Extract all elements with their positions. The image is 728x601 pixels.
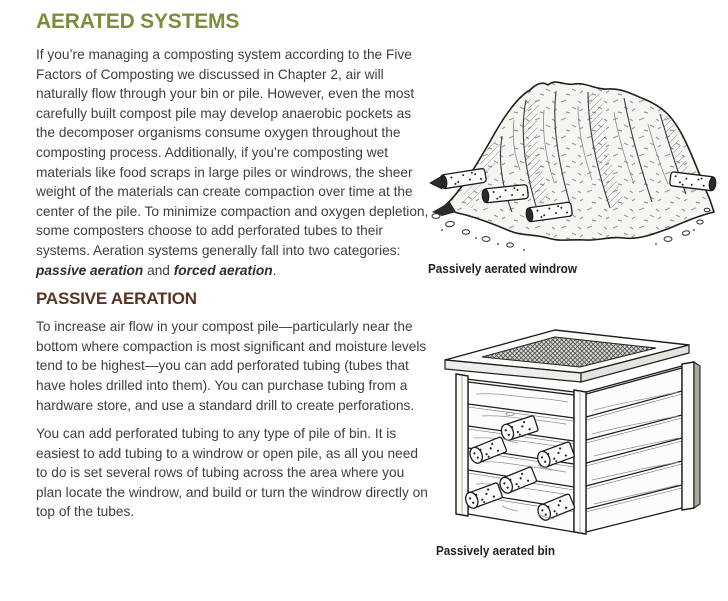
intro-period: . — [272, 262, 277, 278]
passive-paragraph-2: You can add perforated tubing to any type of pile of bin. It is easiest to add tubing to a windrow or open pile, as all you need to do is set several rows of tubing across the area where you plan locate the windrow, and build or turn the windrow directly on top of the tubes. — [36, 426, 428, 520]
windrow-caption: Passively aerated windrow — [428, 261, 577, 276]
intro-term-forced-aeration: forced aeration — [173, 262, 273, 278]
passive-paragraph-1: To increase air flow in your compost pile—particularly near the bottom where compaction is most significant and moisture levels tend to be highest—you can add perforated tubing (tubes that have holes drilled into them). You can purchase tubing from a hardware store, and use a standard drill to create perforations. — [36, 319, 427, 413]
windrow-illustration — [428, 62, 724, 254]
bin-caption: Passively aerated bin — [436, 543, 556, 558]
intro-paragraph — [36, 45, 432, 280]
intro-text: If you’re managing a composting system according to the Five Factors of Composting we discussed in Chapter 2, air will naturally flow through your bin or pile. However, even the most carefully built compost pile may develop anaerobic pockets as the decomposer organisms consume oxygen throughout the composting process. Additionally, if you’re composting wet materials like food scraps in large piles or windrows, the sheer weight of the materials can create compaction over time at the center of the pile. To minimize compaction and oxygen depletion, some composters choose to add perforated tubes to their systems. Aeration systems generally fall into two categories: — [36, 47, 429, 258]
intro-conjunction: and — [143, 262, 174, 278]
figure-bin — [436, 324, 720, 558]
intro-term-passive-aeration: passive aeration — [36, 262, 144, 278]
section-heading-passive-aeration: PASSIVE AERATION — [36, 289, 197, 309]
text-column — [36, 10, 432, 531]
bin-illustration — [436, 324, 720, 536]
figure-windrow — [428, 62, 724, 276]
section-heading-aerated-systems: AERATED SYSTEMS — [36, 10, 240, 33]
